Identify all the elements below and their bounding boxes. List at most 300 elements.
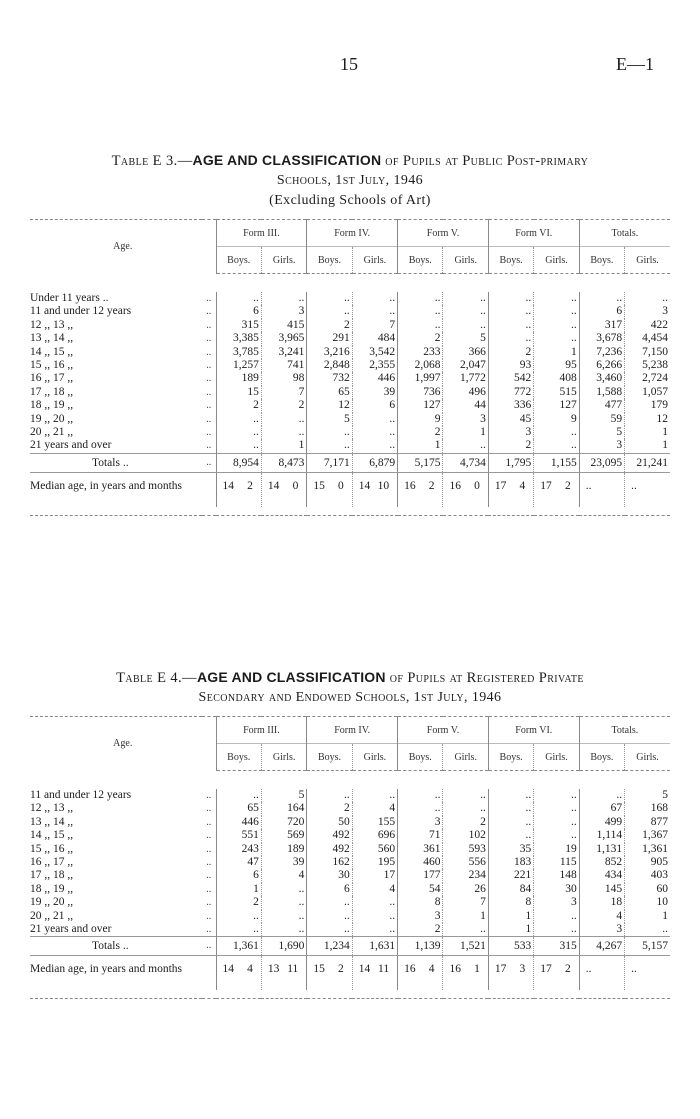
value-cell: 542	[488, 372, 533, 385]
value-cell: 3	[443, 413, 488, 426]
value-cell: 3,241	[261, 346, 306, 359]
value-cell: ..	[488, 789, 533, 802]
leader-dots: ..	[206, 373, 212, 385]
table-row	[30, 816, 670, 829]
total-cell: 1,139	[398, 937, 443, 956]
age-label: 14 ,, 15 ,,	[30, 829, 74, 842]
median-cell	[443, 956, 488, 991]
value-cell: 2	[216, 896, 261, 909]
total-cell: 8,954	[216, 453, 261, 472]
value-cell: 2	[216, 399, 261, 412]
value-cell: 446	[216, 816, 261, 829]
value-cell: 84	[488, 883, 533, 896]
median-months: 0	[337, 479, 344, 492]
value-cell: 2	[488, 346, 533, 359]
total-cell: 1,795	[488, 453, 533, 472]
value-cell: ..	[443, 923, 488, 937]
value-cell: 408	[534, 372, 579, 385]
value-cell: 30	[307, 869, 352, 882]
table-row	[30, 910, 670, 923]
value-cell: 6	[216, 305, 261, 318]
table-row	[30, 372, 670, 385]
age-label: 19 ,, 20 ,,	[30, 412, 74, 425]
value-cell: 4	[352, 802, 397, 815]
value-cell: ..	[352, 896, 397, 909]
value-cell: 905	[625, 856, 670, 869]
value-cell: 460	[398, 856, 443, 869]
form-column-header: Form V.	[398, 220, 489, 247]
age-label: 17 ,, 18 ,,	[30, 385, 74, 398]
value-cell: 71	[398, 829, 443, 842]
form-column-header: Form V.	[398, 717, 489, 744]
table-row	[30, 843, 670, 856]
value-cell: 1,772	[443, 372, 488, 385]
value-cell: 499	[579, 816, 624, 829]
table-e4	[30, 667, 670, 999]
table-row	[30, 896, 670, 909]
value-cell: ..	[625, 923, 670, 937]
value-cell: ..	[307, 910, 352, 923]
median-cell	[534, 956, 579, 991]
value-cell: 484	[352, 332, 397, 345]
value-cell: 148	[534, 869, 579, 882]
value-cell: 30	[534, 883, 579, 896]
value-cell: 1,114	[579, 829, 624, 842]
median-months: 4	[428, 963, 435, 976]
median-months: 2	[247, 479, 253, 492]
value-cell: ..	[216, 426, 261, 439]
value-cell: ..	[307, 426, 352, 439]
table-row	[30, 426, 670, 439]
value-cell: 551	[216, 829, 261, 842]
value-cell: 145	[579, 883, 624, 896]
value-cell: ..	[534, 816, 579, 829]
boys-column-header: Boys.	[216, 744, 261, 771]
total-cell: 1,690	[261, 937, 306, 956]
boys-column-header: Boys.	[307, 744, 352, 771]
girls-column-header: Girls.	[352, 247, 397, 274]
value-cell: 127	[398, 399, 443, 412]
table-row	[30, 856, 670, 869]
leader-dots: ..	[206, 440, 212, 452]
value-cell: ..	[625, 292, 670, 305]
value-cell: 162	[307, 856, 352, 869]
age-label: Under 11 years ..	[30, 292, 109, 304]
value-cell: 5	[579, 426, 624, 439]
total-cell: 1,155	[534, 453, 579, 472]
value-cell: ..	[398, 292, 443, 305]
value-cell: ..	[443, 319, 488, 332]
value-cell: 1,997	[398, 372, 443, 385]
median-row	[30, 472, 670, 507]
value-cell: 65	[307, 386, 352, 399]
value-cell: ..	[534, 923, 579, 937]
table-row	[30, 346, 670, 359]
median-years: 14	[267, 479, 280, 492]
leader-dots: ..	[206, 843, 212, 855]
value-cell: 12	[625, 413, 670, 426]
value-cell: 3	[625, 305, 670, 318]
table-e3-title-rest: of Pupils at Public Post-primary	[381, 153, 589, 169]
age-label: 16 ,, 17 ,,	[30, 856, 74, 869]
value-cell: 1	[534, 346, 579, 359]
value-cell: 291	[307, 332, 352, 345]
median-months: 0	[474, 479, 480, 492]
value-cell: 3	[579, 439, 624, 453]
value-cell: 243	[216, 843, 261, 856]
value-cell: 3	[534, 896, 579, 909]
value-cell: 5	[625, 789, 670, 802]
value-cell: ..	[352, 413, 397, 426]
leader-dots: ..	[206, 319, 212, 331]
value-cell: ..	[307, 896, 352, 909]
form-column-header: Form IV.	[307, 220, 398, 247]
table-row	[30, 332, 670, 345]
total-cell: 1,521	[443, 937, 488, 956]
leader-dots: ..	[206, 870, 212, 882]
total-cell: 8,473	[261, 453, 306, 472]
age-label: 19 ,, 20 ,,	[30, 896, 74, 909]
table-row	[30, 439, 670, 453]
table-row	[30, 305, 670, 318]
table-e3-note: (Excluding Schools of Art)	[269, 193, 431, 208]
value-cell: ..	[307, 439, 352, 453]
value-cell: ..	[261, 910, 306, 923]
total-cell: 4,267	[579, 937, 624, 956]
median-months: 11	[287, 963, 299, 976]
median-label: Median age, in years and months	[30, 963, 183, 976]
value-cell: ..	[579, 292, 624, 305]
value-cell: ..	[488, 816, 533, 829]
age-column-header: Age.	[30, 220, 216, 274]
girls-column-header: Girls.	[261, 744, 306, 771]
value-cell: 1	[488, 910, 533, 923]
median-years: ..	[585, 479, 592, 492]
table-row	[30, 386, 670, 399]
value-cell: ..	[534, 319, 579, 332]
median-months: 4	[247, 963, 253, 976]
total-cell: 6,879	[352, 453, 397, 472]
totals-label: Totals ..	[30, 937, 202, 956]
value-cell: 772	[488, 386, 533, 399]
value-cell: 60	[625, 883, 670, 896]
value-cell: 7,236	[579, 346, 624, 359]
value-cell: ..	[488, 292, 533, 305]
value-cell: ..	[534, 789, 579, 802]
value-cell: 12	[307, 399, 352, 412]
leader-dots: ..	[206, 333, 212, 345]
value-cell: ..	[488, 319, 533, 332]
value-cell: 3,216	[307, 346, 352, 359]
total-cell: 21,241	[625, 453, 670, 472]
value-cell: 15	[216, 386, 261, 399]
table-e3-bold-title: AGE AND CLASSIFICATION	[192, 152, 382, 168]
value-cell: 102	[443, 829, 488, 842]
median-years: 14	[358, 479, 371, 492]
median-cell	[443, 472, 488, 507]
value-cell: ..	[534, 305, 579, 318]
value-cell: 47	[216, 856, 261, 869]
value-cell: 2	[307, 802, 352, 815]
value-cell: ..	[534, 439, 579, 453]
median-years: 16	[404, 963, 416, 976]
value-cell: 852	[579, 856, 624, 869]
age-label: 12 ,, 13 ,,	[30, 318, 74, 331]
leader-dots: ..	[206, 924, 212, 936]
median-cell	[261, 472, 306, 507]
value-cell: 3,678	[579, 332, 624, 345]
median-label: Median age, in years and months	[30, 479, 183, 492]
value-cell: ..	[398, 789, 443, 802]
value-cell: ..	[398, 319, 443, 332]
age-label: 14 ,, 15 ,,	[30, 345, 74, 358]
median-months: 0	[292, 479, 299, 492]
value-cell: 741	[261, 359, 306, 372]
value-cell: 8	[488, 896, 533, 909]
median-cell	[352, 472, 397, 507]
value-cell: 4,454	[625, 332, 670, 345]
value-cell: ..	[534, 910, 579, 923]
median-years: 13	[267, 963, 280, 976]
boys-column-header: Boys.	[398, 744, 443, 771]
value-cell: ..	[307, 789, 352, 802]
boys-column-header: Boys.	[216, 247, 261, 274]
table-e4-label: Table E 4.—	[116, 670, 197, 686]
leader-dots: ..	[206, 400, 212, 412]
value-cell: 177	[398, 869, 443, 882]
form-column-header: Form VI.	[488, 220, 579, 247]
value-cell: ..	[443, 789, 488, 802]
age-label: 13 ,, 14 ,,	[30, 815, 74, 828]
value-cell: 593	[443, 843, 488, 856]
value-cell: 3,965	[261, 332, 306, 345]
boys-column-header: Boys.	[488, 744, 533, 771]
boys-column-header: Boys.	[398, 247, 443, 274]
total-cell: 23,095	[579, 453, 624, 472]
value-cell: 5	[261, 789, 306, 802]
age-label: 20 ,, 21 ,,	[30, 426, 74, 439]
girls-column-header: Girls.	[443, 247, 488, 274]
value-cell: 65	[216, 802, 261, 815]
age-label: 18 ,, 19 ,,	[30, 399, 74, 412]
value-cell: 183	[488, 856, 533, 869]
value-cell: 696	[352, 829, 397, 842]
leader-dots: ..	[206, 910, 212, 922]
age-label: 21 years and over	[30, 439, 112, 452]
value-cell: 736	[398, 386, 443, 399]
value-cell: 3,785	[216, 346, 261, 359]
table-row	[30, 359, 670, 372]
median-years: 16	[404, 479, 416, 492]
median-cell	[307, 472, 352, 507]
value-cell: 1,367	[625, 829, 670, 842]
value-cell: ..	[352, 923, 397, 937]
value-cell: 7	[352, 319, 397, 332]
value-cell: ..	[261, 413, 306, 426]
value-cell: 19	[534, 843, 579, 856]
page-number: 15	[340, 54, 358, 74]
table-e3-subtitle: Schools, 1st July, 1946	[276, 173, 424, 188]
value-cell: 6,266	[579, 359, 624, 372]
value-cell: ..	[488, 829, 533, 842]
value-cell: ..	[216, 910, 261, 923]
median-years: 17	[540, 963, 552, 976]
value-cell: ..	[443, 292, 488, 305]
value-cell: 7	[443, 896, 488, 909]
value-cell: 6	[307, 883, 352, 896]
value-cell: 17	[352, 869, 397, 882]
boys-column-header: Boys.	[579, 247, 624, 274]
value-cell: 2,724	[625, 372, 670, 385]
value-cell: 496	[443, 386, 488, 399]
value-cell: 95	[534, 359, 579, 372]
table-row	[30, 413, 670, 426]
value-cell: 179	[625, 399, 670, 412]
value-cell: 3	[488, 426, 533, 439]
value-cell: 5	[443, 332, 488, 345]
age-label: 11 and under 12 years	[30, 305, 132, 318]
value-cell: 2	[398, 923, 443, 937]
leader-dots: ..	[206, 830, 212, 842]
value-cell: 6	[352, 399, 397, 412]
girls-column-header: Girls.	[261, 247, 306, 274]
value-cell: 556	[443, 856, 488, 869]
value-cell: 361	[398, 843, 443, 856]
value-cell: ..	[307, 292, 352, 305]
table-row	[30, 802, 670, 815]
value-cell: 569	[261, 829, 306, 842]
value-cell: 3	[398, 816, 443, 829]
value-cell: ..	[352, 305, 397, 318]
value-cell: 1	[261, 439, 306, 453]
girls-column-header: Girls.	[352, 744, 397, 771]
age-label: 15 ,, 16 ,,	[30, 359, 74, 372]
value-cell: 59	[579, 413, 624, 426]
value-cell: 3	[398, 910, 443, 923]
leader-dots: ..	[206, 293, 212, 304]
value-cell: 1,131	[579, 843, 624, 856]
value-cell: ..	[443, 439, 488, 453]
total-cell: 315	[534, 937, 579, 956]
table-row	[30, 869, 670, 882]
age-label: 18 ,, 19 ,,	[30, 882, 74, 895]
form-column-header: Form III.	[216, 220, 307, 247]
girls-column-header: Girls.	[443, 744, 488, 771]
value-cell: 4	[352, 883, 397, 896]
boys-column-header: Boys.	[307, 247, 352, 274]
value-cell: 4	[579, 910, 624, 923]
total-cell: 1,234	[307, 937, 352, 956]
value-cell: 1,361	[625, 843, 670, 856]
value-cell: 233	[398, 346, 443, 359]
value-cell: ..	[443, 802, 488, 815]
value-cell: ..	[307, 923, 352, 937]
value-cell: ..	[352, 439, 397, 453]
value-cell: 6	[216, 869, 261, 882]
girls-column-header: Girls.	[534, 744, 579, 771]
value-cell: 18	[579, 896, 624, 909]
value-cell: ..	[534, 802, 579, 815]
median-years: 14	[222, 479, 235, 492]
table-e4-title-rest: of Pupils at Registered Private	[385, 670, 584, 686]
leader-dots: ..	[206, 427, 212, 439]
table-row	[30, 829, 670, 842]
leader-dots: ..	[206, 413, 212, 425]
value-cell: ..	[488, 332, 533, 345]
age-label: 11 and under 12 years	[30, 789, 132, 801]
value-cell: 9	[534, 413, 579, 426]
value-cell: 2,848	[307, 359, 352, 372]
value-cell: 54	[398, 883, 443, 896]
total-cell: 5,175	[398, 453, 443, 472]
value-cell: 164	[261, 802, 306, 815]
boys-column-header: Boys.	[579, 744, 624, 771]
value-cell: 26	[443, 883, 488, 896]
median-months: 3	[519, 963, 526, 976]
leader-dots: ..	[206, 346, 212, 358]
girls-column-header: Girls.	[625, 247, 670, 274]
table-e4-grid	[30, 716, 670, 999]
median-row	[30, 956, 670, 991]
value-cell: 3,385	[216, 332, 261, 345]
value-cell: 366	[443, 346, 488, 359]
table-row	[30, 883, 670, 896]
value-cell: 39	[352, 386, 397, 399]
value-cell: 5	[307, 413, 352, 426]
value-cell: 3	[261, 305, 306, 318]
value-cell: 560	[352, 843, 397, 856]
value-cell: 45	[488, 413, 533, 426]
median-months: 1	[474, 963, 480, 976]
median-cell	[579, 472, 624, 507]
median-cell	[579, 956, 624, 991]
median-years: 17	[494, 479, 507, 492]
value-cell: 2	[307, 319, 352, 332]
value-cell: 195	[352, 856, 397, 869]
table-e4-subtitle: Secondary and Endowed Schools, 1st July, 1946	[198, 690, 502, 705]
value-cell: 492	[307, 843, 352, 856]
table-row	[30, 399, 670, 412]
value-cell: 8	[398, 896, 443, 909]
median-months: 2	[564, 479, 571, 492]
median-years: ..	[585, 963, 592, 976]
value-cell: 98	[261, 372, 306, 385]
value-cell: ..	[488, 802, 533, 815]
value-cell: ..	[534, 829, 579, 842]
age-label: 12 ,, 13 ,,	[30, 802, 74, 815]
boys-column-header: Boys.	[488, 247, 533, 274]
value-cell: 3	[579, 923, 624, 937]
value-cell: ..	[534, 292, 579, 305]
value-cell: ..	[398, 802, 443, 815]
value-cell: 2	[398, 426, 443, 439]
leader-dots: ..	[206, 897, 212, 909]
value-cell: 1	[488, 923, 533, 937]
value-cell: ..	[352, 789, 397, 802]
table-row	[30, 923, 670, 937]
value-cell: ..	[261, 883, 306, 896]
value-cell: 1	[625, 426, 670, 439]
value-cell: 115	[534, 856, 579, 869]
value-cell: 1	[443, 910, 488, 923]
total-cell: 4,734	[443, 453, 488, 472]
median-cell	[488, 956, 533, 991]
value-cell: 50	[307, 816, 352, 829]
value-cell: 422	[625, 319, 670, 332]
value-cell: 2,068	[398, 359, 443, 372]
leader-dots: ..	[206, 883, 212, 895]
value-cell: 39	[261, 856, 306, 869]
